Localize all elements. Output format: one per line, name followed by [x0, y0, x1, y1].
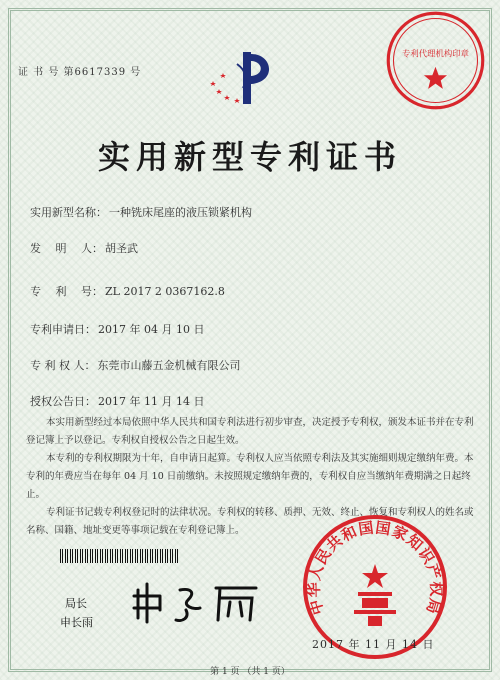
field-value: 2017 年 11 月 14 日: [98, 395, 205, 408]
page-footer: 第 1 页 （共 1 页）: [210, 667, 290, 677]
field-application-date: [30, 321, 204, 337]
field-value: 胡圣武: [105, 242, 138, 255]
issue-date: 2017 年 11 月 14 日: [312, 638, 435, 651]
certificate-number: 证 书 号 第6617339 号: [18, 67, 142, 78]
field-label: 实用新型名称：: [30, 206, 107, 219]
paragraph: 本实用新型经过本局依照中华人民共和国专利法进行初步审查，决定授予专利权，颁发本证书并在专利登记簿上予以登记。专利权自授权公告之日起生效。: [26, 417, 474, 446]
paragraph: 专利证书记载专利权登记时的法律状况。专利权的转移、质押、无效、终止、恢复和专利权人的姓名或名称、国籍、地址变更等事项记载在专利登记簿上。: [26, 507, 474, 536]
field-patentee: [30, 357, 241, 373]
field-announcement-date: [30, 393, 204, 409]
certificate-title: 实用新型专利证书: [97, 138, 402, 176]
field-utility-model-name: [30, 204, 252, 220]
field-label: 专利申请日：: [30, 323, 96, 336]
paragraph: 本专利的专利权期限为十年，自申请日起算。专利权人应当依照专利法及其实施细则规定缴纳年费。本专利的年费应当在每年 04 月 10 日前缴纳。未按照规定缴纳年费的，专利权自应当缴纳年费期满之日起终止。: [26, 453, 474, 500]
barcode: [60, 549, 178, 563]
field-label: 专 利 号：: [30, 285, 103, 298]
agency-seal-text: 专利代理机构印章: [402, 48, 469, 59]
field-label: 专 利 权 人：: [30, 359, 96, 372]
agency-seal: [383, 8, 488, 113]
director-name: 申长雨: [60, 616, 93, 629]
field-label: 授权公告日：: [30, 395, 96, 408]
field-label: 发 明 人：: [30, 242, 103, 255]
field-value: 一种铣床尾座的液压锁紧机构: [109, 206, 252, 219]
official-seal-text: 中华人民共和国国家知识产权局: [304, 518, 446, 617]
field-patent-number: [30, 283, 225, 299]
director-title: 局长: [65, 597, 87, 610]
field-inventor: [30, 240, 138, 256]
field-value: 东莞市山藤五金机械有限公司: [97, 359, 241, 372]
field-value: ZL 2017 2 0367162.8: [105, 285, 225, 298]
director-signature: [130, 580, 265, 625]
field-value: 2017 年 04 月 10 日: [98, 323, 205, 336]
cnipa-logo-icon: [205, 48, 285, 108]
